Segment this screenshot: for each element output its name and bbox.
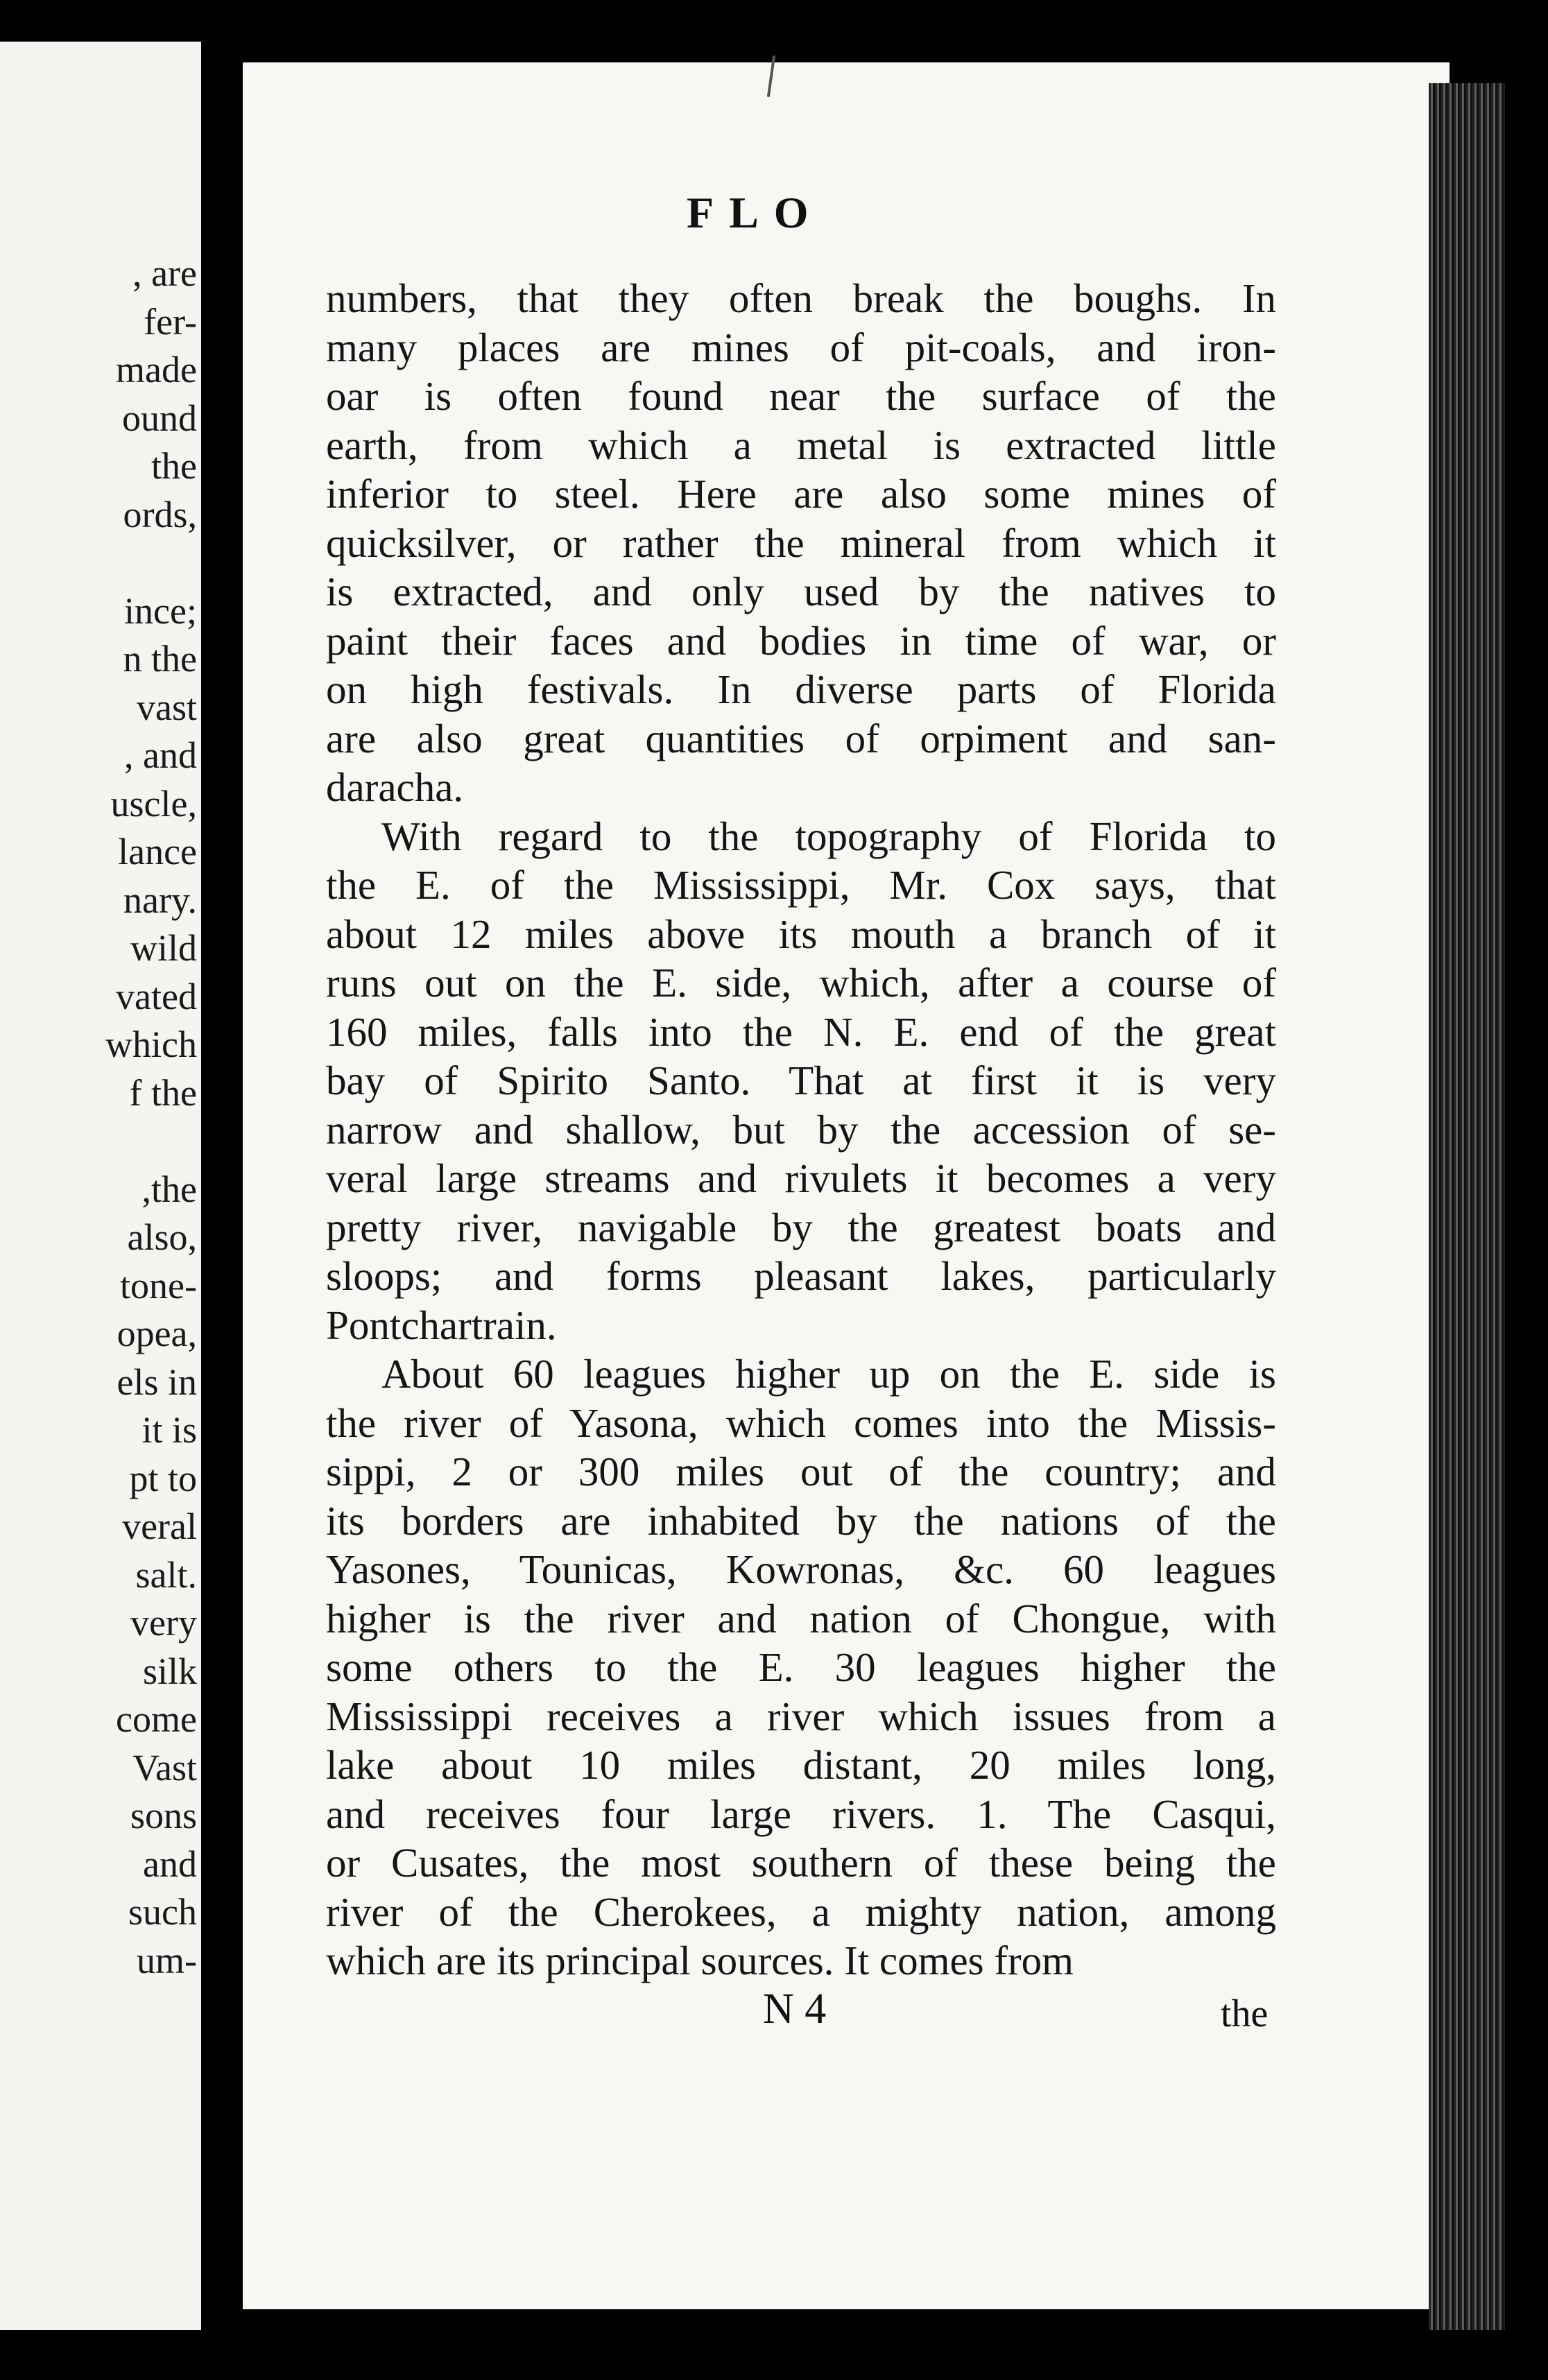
text-line: Pontchartrain. <box>326 1302 557 1348</box>
text-line: inferior to steel. Here are also some mines of <box>326 471 1276 517</box>
left-page-fragment: it is <box>141 1409 197 1451</box>
text-line: river of the Cherokees, a mighty nation, among <box>326 1888 1276 1935</box>
text-line: Mississippi receives a river which issues from a <box>326 1693 1276 1739</box>
text-line: With regard to the topography of Florida to <box>381 813 1276 859</box>
text-line: bay of Spirito Santo. That at first it is very <box>326 1058 1276 1103</box>
text-line: about 12 miles above its mouth a branch of it <box>326 911 1276 957</box>
text-line: lake about 10 miles distant, 20 miles long, <box>326 1742 1276 1788</box>
text-line: 160 miles, falls into the N. E. end of the great <box>326 1008 1276 1055</box>
left-facing-page <box>0 42 201 2330</box>
left-page-fragment: n the <box>123 638 197 680</box>
text-line: are also great quantities of orpiment and san- <box>326 715 1276 761</box>
left-page-text-fragments <box>105 250 197 1985</box>
text-line: is extracted, and only used by the natives to <box>326 569 1276 614</box>
left-page-fragment: made <box>116 349 197 390</box>
left-page-fragment: which <box>105 1024 197 1065</box>
text-line: or Cusates, the most southern of these being the <box>326 1840 1276 1886</box>
text-line: earth, from which a metal is extracted little <box>326 422 1276 468</box>
left-page-fragment: silk <box>142 1650 197 1692</box>
left-page-fragment: tone- <box>120 1264 197 1307</box>
left-page-fragment: nary. <box>123 879 197 921</box>
left-page-fragment: sons <box>130 1795 197 1836</box>
left-page-fragment <box>105 539 197 587</box>
left-page-fragment: pt to <box>129 1457 197 1499</box>
left-page-fragment: such <box>128 1891 197 1933</box>
book-gutter <box>201 0 243 2380</box>
text-line: Yasones, Tounicas, Kowronas, &c. 60 leagues <box>326 1546 1276 1592</box>
text-line: sippi, 2 or 300 miles out of the country; and <box>326 1449 1276 1494</box>
text-line: higher is the river and nation of Chongue, with <box>326 1595 1276 1641</box>
text-line: some others to the E. 30 leagues higher the <box>326 1644 1276 1690</box>
left-page-fragment: , are <box>132 252 197 294</box>
left-page-fragment: and <box>143 1843 197 1885</box>
left-page-fragment: um- <box>137 1939 197 1981</box>
left-page-fragment: also, <box>127 1216 197 1258</box>
text-line: runs out on the E. side, which, after a course of <box>326 960 1276 1006</box>
left-page-fragment: vast <box>137 686 197 728</box>
left-page-fragment: the <box>151 445 197 487</box>
left-page-fragment: ords, <box>123 493 197 535</box>
left-page-fragment: very <box>130 1602 197 1644</box>
left-page-fragment: salt. <box>135 1553 197 1596</box>
left-page-fragment: f the <box>129 1071 197 1114</box>
text-line: on high festivals. In diverse parts of Florida <box>326 666 1276 712</box>
text-line: paint their faces and bodies in time of war, or <box>326 617 1276 664</box>
text-line: oar is often found near the surface of the <box>326 373 1276 419</box>
left-page-fragment: vated <box>116 975 197 1017</box>
text-line: veral large streams and rivulets it becomes a very <box>326 1155 1276 1201</box>
text-line: narrow and shallow, but by the accession of se- <box>326 1106 1276 1153</box>
left-page-fragment: ince; <box>124 589 197 632</box>
text-line: the E. of the Mississippi, Mr. Cox says, that <box>326 862 1276 908</box>
text-line: its borders are inhabited by the nations of the <box>326 1497 1276 1544</box>
catchword: the <box>1221 1992 1268 2035</box>
left-page-fragment: opea, <box>117 1313 197 1354</box>
text-line: About 60 leagues higher up on the E. side is <box>381 1351 1276 1397</box>
left-page-fragment: lance <box>118 831 197 872</box>
text-line: pretty river, navigable by the greatest boats and <box>326 1204 1276 1250</box>
text-line: and receives four large rivers. 1. The Casqui, <box>326 1791 1276 1837</box>
text-line: quicksilver, or rather the mineral from which it <box>326 519 1276 566</box>
left-page-fragment: ound <box>122 397 197 439</box>
left-page-fragment: , and <box>124 734 197 776</box>
left-page-fragment: come <box>116 1698 197 1740</box>
text-line: many places are mines of pit-coals, and iron- <box>326 324 1276 370</box>
text-line: the river of Yasona, which comes into the Missis- <box>326 1399 1276 1446</box>
left-page-fragment: wild <box>130 927 197 969</box>
left-page-fragment: ,the <box>141 1168 197 1210</box>
text-line: which are its principal sources. It comes from <box>326 1938 1074 1983</box>
page-edges <box>1429 83 1505 2330</box>
left-page-fragment: veral <box>122 1506 197 1547</box>
left-page-fragment: uscle, <box>110 782 197 825</box>
body-text <box>326 274 1276 1985</box>
left-page-fragment: Vast <box>132 1746 197 1788</box>
text-line: daracha. <box>326 764 464 810</box>
text-line: numbers, that they often break the boughs. In <box>326 275 1276 321</box>
text-line: sloops; and forms pleasant lakes, particularly <box>326 1253 1276 1299</box>
signature-mark: N 4 <box>763 1985 827 2033</box>
left-page-fragment: els in <box>117 1361 197 1403</box>
left-page-fragment <box>105 1117 197 1166</box>
running-title: FLO <box>687 188 824 237</box>
left-page-fragment: fer- <box>144 300 197 343</box>
